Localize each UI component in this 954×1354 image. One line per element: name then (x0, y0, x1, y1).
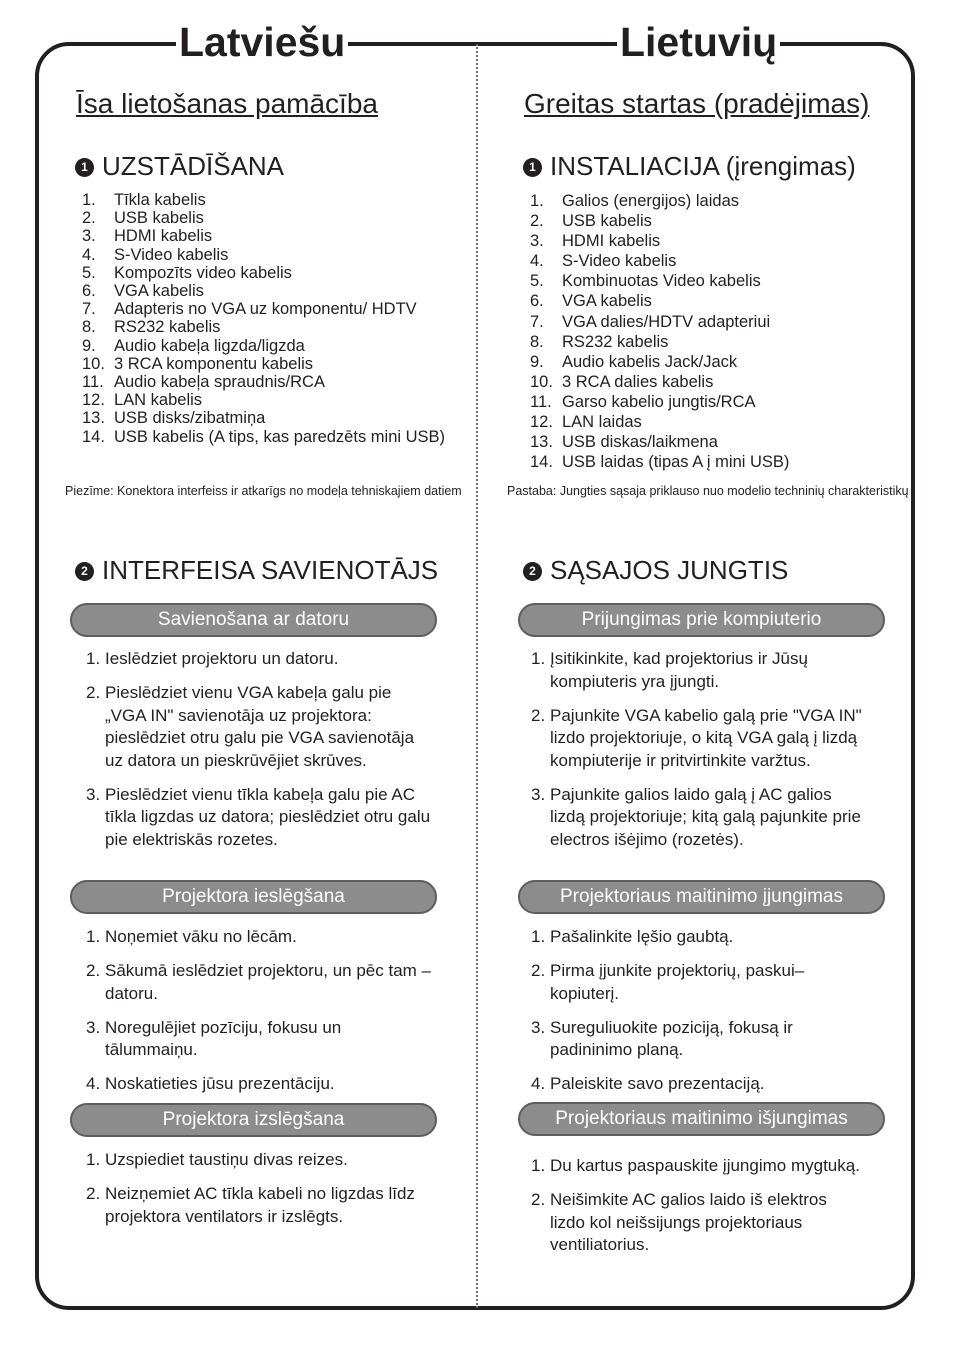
item-number: 4. (530, 252, 544, 271)
step-number: 2. (531, 705, 546, 725)
step-number: 2. (86, 683, 101, 702)
step-item (86, 1073, 436, 1096)
cable-list-item (530, 452, 910, 472)
step-text: Ieslēdziet projektoru un datoru. (105, 649, 339, 668)
item-label: S-Video kabelis (562, 252, 677, 271)
language-title: Lietuvių (617, 18, 780, 66)
item-label: Adapteris no VGA uz komponentu/ HDTV (114, 300, 417, 319)
cable-list-item (530, 392, 910, 412)
cable-list-item (530, 231, 910, 251)
item-label: LAN kabelis (114, 391, 203, 410)
step-number: 3. (86, 784, 101, 804)
item-label: VGA kabelis (562, 292, 652, 311)
step-text: Paleiskite savo prezentaciją. (550, 1074, 765, 1093)
item-label: RS232 kabelis (114, 318, 221, 337)
step-number: 2. (86, 1184, 101, 1203)
item-number: 11. (82, 373, 104, 392)
group-header-pill: Prijungimas prie kompiuterio (518, 603, 885, 637)
item-number: 12. (530, 413, 553, 432)
item-number: 7. (82, 300, 96, 319)
item-number: 9. (82, 336, 96, 355)
item-number: 10. (530, 372, 553, 391)
section-heading-installation (75, 150, 284, 182)
step-text: Neišimkite AC galios laido iš elektros lizdo kol neišsijungs projektoriaus ventiliatorius. (550, 1190, 827, 1254)
cable-list-item (530, 412, 910, 432)
group-header-pill: Projektoriaus maitinimo įjungimas (518, 880, 885, 914)
cable-list-item (530, 211, 910, 231)
step-item (531, 1017, 866, 1062)
item-label: HDMI kabelis (562, 232, 661, 251)
item-label: Audio kabelis Jack/Jack (562, 352, 738, 371)
cable-list-item (530, 251, 910, 271)
cable-list-item (82, 337, 462, 355)
step-item (531, 648, 866, 693)
cable-list-item (82, 191, 462, 209)
section-title: INTERFEISA SAVIENOTĀJS (102, 555, 439, 585)
item-label: Kombinuotas Video kabelis (562, 272, 761, 291)
step-text: Noregulējiet pozīciju, fokusu un tālummaiņu. (105, 1017, 342, 1059)
item-number: 8. (530, 332, 544, 351)
section-title: SĄSAJOS JUNGTIS (550, 555, 789, 585)
cable-list-item (530, 352, 910, 372)
cable-list-item (82, 318, 462, 336)
step-number: 1. (86, 1150, 101, 1169)
item-label: RS232 kabelis (562, 332, 669, 351)
item-label: HDMI kabelis (114, 227, 213, 246)
step-item (86, 648, 436, 671)
step-number-icon: 2 (75, 562, 94, 581)
step-list (531, 926, 866, 1107)
step-text: Sureguliuokite poziciją, fokusą ir padininimo planą. (550, 1017, 793, 1059)
guide-subtitle: Greitas startas (pradėjimas) (524, 88, 870, 119)
item-number: 6. (530, 292, 544, 311)
item-label: USB disks/zibatmiņa (114, 409, 266, 428)
section-title: INSTALIACIJA (įrengimas) (550, 151, 856, 181)
step-text: Uzspiediet taustiņu divas reizes. (105, 1150, 348, 1169)
item-number: 12. (82, 391, 105, 410)
step-number: 3. (531, 784, 546, 804)
item-label: Galios (energijos) laidas (562, 192, 739, 210)
item-number: 4. (82, 245, 96, 264)
cable-list-item (530, 291, 910, 311)
item-number: 6. (82, 282, 96, 301)
cable-list-item (530, 191, 910, 211)
step-text: Pašalinkite lęšio gaubtą. (550, 927, 734, 946)
guide-subtitle: Īsa lietošanas pamācība (76, 88, 378, 119)
item-number: 9. (530, 352, 544, 371)
step-text: Sākumā ieslēdziet projektoru, un pēc tam – datoru. (105, 961, 432, 1003)
cable-list-item (82, 373, 462, 391)
cable-list-item (82, 391, 462, 409)
step-text: Pirma įjunkite projektorių, paskui–kopiuterį. (550, 961, 805, 1003)
item-label: Tīkla kabelis (114, 191, 206, 209)
item-label: 3 RCA komponentu kabelis (114, 354, 314, 373)
step-number: 1. (531, 649, 546, 668)
step-text: Pieslēdziet vienu VGA kabeļa galu pie „VGA IN" savienotāja uz projektora: pieslēdziet otru galu pie VGA savienotāja uz datora un pieskrūvējiet skrūves. (105, 683, 415, 770)
step-item (531, 1155, 866, 1178)
cable-list-item (82, 209, 462, 227)
item-label: VGA dalies/HDTV adapteriui (562, 312, 771, 331)
step-text: Pajunkite VGA kabelio galą prie "VGA IN" lizdo projektoriuje, o kitą VGA galą į lizdą kompiuterije ir pritvirtinkite varžtus. (550, 705, 862, 770)
step-number: 1. (86, 649, 101, 668)
item-label: VGA kabelis (114, 282, 204, 301)
section-heading-installation (523, 150, 856, 182)
cable-list-item (82, 246, 462, 264)
step-text: Pieslēdziet vienu tīkla kabeļa galu pie AC tīkla ligzdas uz datora; pieslēdziet otru galu pie elektriskās rozetes. (105, 784, 431, 849)
group-header-pill: Projektoriaus maitinimo išjungimas (518, 1102, 885, 1136)
item-label: USB kabelis (114, 209, 204, 228)
item-label: LAN laidas (562, 413, 642, 432)
step-text: Noņemiet vāku no lēcām. (105, 927, 297, 946)
step-number: 2. (531, 1190, 546, 1209)
item-number: 7. (530, 312, 544, 331)
step-number: 2. (86, 961, 101, 980)
item-number: 2. (530, 212, 544, 231)
step-item (86, 682, 436, 772)
item-number: 14. (82, 427, 105, 446)
cable-list-item (530, 312, 910, 332)
cable-list-item (82, 282, 462, 300)
step-item (86, 926, 436, 949)
step-text: Du kartus paspauskite įjungimo mygtuką. (550, 1156, 860, 1175)
step-number-icon: 1 (523, 158, 542, 177)
group-header-pill: Projektora izslēgšana (70, 1103, 437, 1137)
section-heading-interface (523, 554, 788, 586)
item-label: USB laidas (tipas A į mini USB) (562, 453, 790, 472)
connector-note (507, 483, 917, 499)
item-label: USB kabelis (A tips, kas paredzēts mini USB) (114, 427, 446, 446)
item-number: 3. (530, 232, 544, 251)
step-number: 4. (531, 1074, 546, 1093)
item-number: 8. (82, 318, 96, 337)
step-number: 1. (86, 927, 101, 946)
note-text: Piezīme: Konektora interfeiss ir atkarīgs no modeļa tehniskajiem datiem (65, 484, 462, 498)
section-heading-interface (75, 554, 438, 586)
cable-list (530, 191, 910, 472)
step-list (86, 926, 436, 1107)
item-number: 3. (82, 227, 96, 246)
cable-list-item (82, 264, 462, 282)
cable-list-item (530, 332, 910, 352)
step-list (86, 1149, 436, 1240)
cable-list (82, 191, 462, 446)
step-list (86, 648, 436, 863)
note-text: Pastaba: Jungties sąsaja priklauso nuo modelio techninių charakteristikų (507, 484, 909, 498)
step-text: Noskatieties jūsu prezentāciju. (105, 1074, 335, 1093)
lithuanian-column (478, 0, 954, 1354)
section-title: UZSTĀDĪŠANA (102, 151, 285, 181)
step-number-icon: 2 (523, 562, 542, 581)
step-text: Pajunkite galios laido galą į AC galios lizdą projektoriuje; kitą galą pajunkite prie electros išėjimo (rozetės). (550, 784, 861, 849)
step-number: 1. (531, 927, 546, 946)
step-item (531, 926, 866, 949)
step-item (86, 1183, 436, 1228)
item-label: Audio kabeļa spraudnis/RCA (114, 373, 325, 392)
cable-list-item (82, 428, 462, 446)
item-number: 13. (530, 433, 553, 452)
step-item (86, 1017, 436, 1062)
item-label: S-Video kabelis (114, 245, 229, 264)
language-title: Latviešu (176, 18, 348, 66)
group-header-pill: Projektora ieslēgšana (70, 880, 437, 914)
cable-list-item (82, 355, 462, 373)
group-header-pill: Savienošana ar datoru (70, 603, 437, 637)
item-number: 1. (530, 192, 544, 210)
item-number: 2. (82, 209, 96, 228)
step-number: 3. (86, 1017, 101, 1037)
step-number: 2. (531, 961, 546, 980)
step-text: Įsitikinkite, kad projektorius ir Jūsų kompiuteris yra įjungti. (550, 649, 808, 691)
step-item (531, 1073, 866, 1096)
step-number: 3. (531, 1017, 546, 1037)
connector-note (65, 483, 465, 499)
cable-list-item (530, 372, 910, 392)
step-item (86, 784, 436, 852)
step-item (531, 784, 866, 852)
item-label: Kompozīts video kabelis (114, 263, 292, 282)
step-list (531, 648, 866, 863)
cable-list-item (82, 227, 462, 245)
step-list (531, 1155, 866, 1268)
item-number: 13. (82, 409, 105, 428)
item-label: Audio kabeļa ligzda/ligzda (114, 336, 305, 355)
step-item (531, 705, 866, 773)
cable-list-item (82, 300, 462, 318)
step-item (531, 960, 866, 1005)
item-number: 14. (530, 453, 553, 472)
step-number-icon: 1 (75, 158, 94, 177)
step-text: Neizņemiet AC tīkla kabeli no ligzdas līdz projektora ventilators ir izslēgts. (105, 1184, 415, 1226)
step-number: 4. (86, 1074, 101, 1093)
item-number: 5. (82, 263, 96, 282)
item-number: 11. (530, 392, 552, 411)
cable-list-item (82, 409, 462, 427)
item-label: USB diskas/laikmena (562, 433, 718, 452)
step-item (531, 1189, 866, 1257)
step-number: 1. (531, 1156, 546, 1175)
latvian-column (0, 0, 476, 1354)
cable-list-item (530, 271, 910, 291)
item-number: 1. (82, 191, 96, 209)
item-number: 5. (530, 272, 544, 291)
step-item (86, 960, 436, 1005)
item-label: 3 RCA dalies kabelis (562, 372, 714, 391)
cable-list-item (530, 432, 910, 452)
item-label: Garso kabelio jungtis/RCA (562, 392, 756, 411)
item-label: USB kabelis (562, 212, 652, 231)
step-item (86, 1149, 436, 1172)
item-number: 10. (82, 354, 105, 373)
